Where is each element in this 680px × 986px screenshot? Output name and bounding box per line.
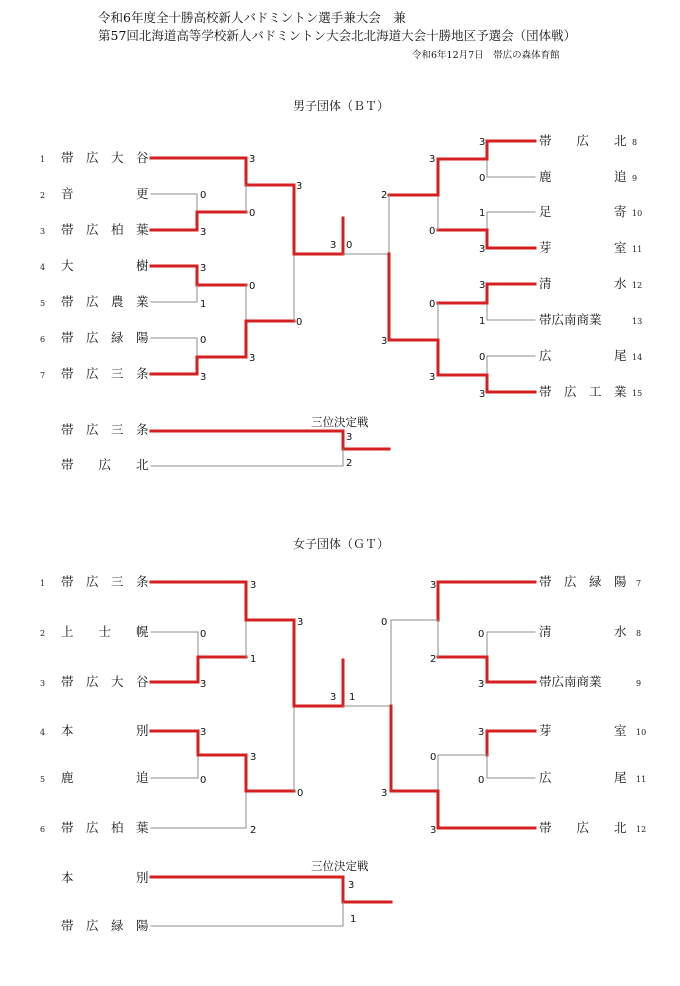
match-score: 3 xyxy=(250,580,257,591)
header-date-venue: 令和6年12月7日 帯広の森体育館 xyxy=(412,50,560,61)
boys-left-teams xyxy=(40,150,149,381)
girls-section-title: 女子団体（ＧＴ） xyxy=(293,537,390,551)
match-score: 3 xyxy=(478,679,485,690)
match-score: 0 xyxy=(429,226,436,237)
match-score: 1 xyxy=(250,654,257,665)
girls-right-teams xyxy=(539,574,646,835)
seed-number: 4 xyxy=(40,728,46,737)
team-name: 帯 広 北 xyxy=(539,133,627,148)
team-name: 帯 広 三 条 xyxy=(61,422,149,437)
match-score: 2 xyxy=(250,825,257,836)
header-title-line2: 第57回北海道高等学校新人バドミントン大会北北海道大会十勝地区予選会（団体戦） xyxy=(98,28,577,43)
boys-right-teams xyxy=(539,133,642,399)
team-name: 清 水 xyxy=(539,276,627,291)
team-name: 帯 広 柏 葉 xyxy=(61,820,149,835)
seed-number: 9 xyxy=(636,679,642,688)
match-score: 3 xyxy=(249,154,256,165)
seed-number: 15 xyxy=(632,389,643,398)
team-name: 帯 広 農 業 xyxy=(61,294,149,309)
team-name: 帯 広 緑 陽 xyxy=(539,574,627,589)
match-score: 0 xyxy=(249,208,256,219)
team-name: 帯広南商業 xyxy=(539,312,602,327)
seed-number: 12 xyxy=(632,281,643,290)
seed-number: 4 xyxy=(40,263,46,272)
final-score-right: 0 xyxy=(346,240,353,251)
match-score: 2 xyxy=(430,654,437,665)
team-name: 帯広南商業 xyxy=(539,674,602,689)
match-score: 3 xyxy=(429,154,436,165)
seed-number: 14 xyxy=(632,353,643,362)
final-score-left: 3 xyxy=(330,692,337,703)
match-score: 0 xyxy=(479,352,486,363)
seed-number: 7 xyxy=(40,371,46,380)
match-score: 0 xyxy=(381,617,388,628)
seed-number: 5 xyxy=(40,775,46,784)
seed-number: 13 xyxy=(632,317,643,326)
team-name: 大 樹 xyxy=(61,258,149,273)
match-score: 1 xyxy=(479,316,486,327)
match-score: 3 xyxy=(200,727,207,738)
team-name: 足 寄 xyxy=(539,204,627,219)
match-score: 3 xyxy=(478,727,485,738)
team-name: 帯 広 三 条 xyxy=(61,574,149,589)
seed-number: 6 xyxy=(40,335,46,344)
team-name: 清 水 xyxy=(539,624,627,639)
team-name: 鹿 追 xyxy=(539,169,627,184)
team-name: 帯 広 緑 陽 xyxy=(61,330,149,345)
team-name: 帯 広 柏 葉 xyxy=(61,222,149,237)
match-score: 3 xyxy=(479,280,486,291)
seed-number: 2 xyxy=(40,629,46,638)
seed-number: 10 xyxy=(636,728,647,737)
final-score-right: 1 xyxy=(349,692,356,703)
seed-number: 5 xyxy=(40,299,46,308)
boys-third-place xyxy=(61,415,369,472)
match-score: 2 xyxy=(346,458,353,469)
match-score: 0 xyxy=(200,335,207,346)
match-score: 0 xyxy=(297,788,304,799)
team-name: 本 別 xyxy=(61,723,149,738)
seed-number: 7 xyxy=(636,579,642,588)
team-name: 帯 広 三 条 xyxy=(61,366,149,381)
team-name: 帯 広 工 業 xyxy=(539,384,627,399)
match-score: 3 xyxy=(381,336,388,347)
seed-number: 11 xyxy=(636,775,647,784)
seed-number: 1 xyxy=(40,579,46,588)
match-score: 3 xyxy=(346,432,353,443)
match-score: 0 xyxy=(478,629,485,640)
team-name: 広 尾 xyxy=(539,348,627,363)
match-score: 3 xyxy=(381,788,388,799)
team-name: 広 尾 xyxy=(539,770,627,785)
match-score: 3 xyxy=(200,263,207,274)
team-name: 帯 広 北 xyxy=(61,457,149,472)
seed-number: 11 xyxy=(632,245,643,254)
team-name: 帯 広 北 xyxy=(539,820,627,835)
match-score: 3 xyxy=(200,372,207,383)
team-name: 帯 広 緑 陽 xyxy=(61,918,149,933)
girls-third-place xyxy=(61,859,369,933)
girls-scores xyxy=(200,580,484,836)
team-name: 本 別 xyxy=(61,870,149,885)
match-score: 0 xyxy=(479,173,486,184)
match-score: 0 xyxy=(200,775,207,786)
seed-number: 10 xyxy=(632,209,643,218)
seed-number: 1 xyxy=(40,155,46,164)
team-name: 音 更 xyxy=(61,186,149,201)
team-name: 芽 室 xyxy=(539,240,627,255)
match-score: 3 xyxy=(200,679,207,690)
seed-number: 3 xyxy=(40,679,46,688)
team-name: 帯 広 大 谷 xyxy=(61,150,149,165)
match-score: 3 xyxy=(429,372,436,383)
team-name: 芽 室 xyxy=(539,723,627,738)
match-score: 0 xyxy=(200,629,207,640)
match-score: 3 xyxy=(479,244,486,255)
match-score: 0 xyxy=(200,190,207,201)
match-score: 3 xyxy=(250,752,257,763)
match-score: 0 xyxy=(429,299,436,310)
match-score: 3 xyxy=(200,227,207,238)
match-score: 0 xyxy=(296,317,303,328)
match-score: 3 xyxy=(348,880,355,891)
match-score: 3 xyxy=(249,353,256,364)
boys-scores xyxy=(200,137,485,400)
match-score: 3 xyxy=(297,617,304,628)
match-score: 3 xyxy=(430,580,437,591)
match-score: 0 xyxy=(478,775,485,786)
match-score: 3 xyxy=(479,389,486,400)
match-score: 0 xyxy=(430,752,437,763)
seed-number: 8 xyxy=(636,629,642,638)
match-score: 0 xyxy=(249,281,256,292)
match-score: 3 xyxy=(479,137,486,148)
seed-number: 6 xyxy=(40,825,46,834)
boys-section-title: 男子団体（ＢＴ） xyxy=(293,99,390,113)
third-place-label: 三位決定戦 xyxy=(311,859,369,873)
match-score: 3 xyxy=(296,181,303,192)
team-name: 上 士 幌 xyxy=(61,624,149,639)
seed-number: 9 xyxy=(632,174,638,183)
match-score: 2 xyxy=(381,190,388,201)
team-name: 帯 広 大 谷 xyxy=(61,674,149,689)
match-score: 1 xyxy=(479,208,486,219)
final-score-left: 3 xyxy=(330,240,337,251)
header-title-line1: 令和6年度全十勝高校新人バドミントン選手兼大会 兼 xyxy=(98,10,406,25)
match-score: 1 xyxy=(200,299,207,310)
match-score: 1 xyxy=(350,914,357,925)
team-name: 鹿 追 xyxy=(61,770,149,785)
seed-number: 12 xyxy=(636,825,647,834)
third-place-label: 三位決定戦 xyxy=(311,415,369,429)
seed-number: 8 xyxy=(632,138,638,147)
seed-number: 3 xyxy=(40,227,46,236)
seed-number: 2 xyxy=(40,191,46,200)
match-score: 3 xyxy=(430,825,437,836)
girls-left-teams xyxy=(40,574,149,835)
